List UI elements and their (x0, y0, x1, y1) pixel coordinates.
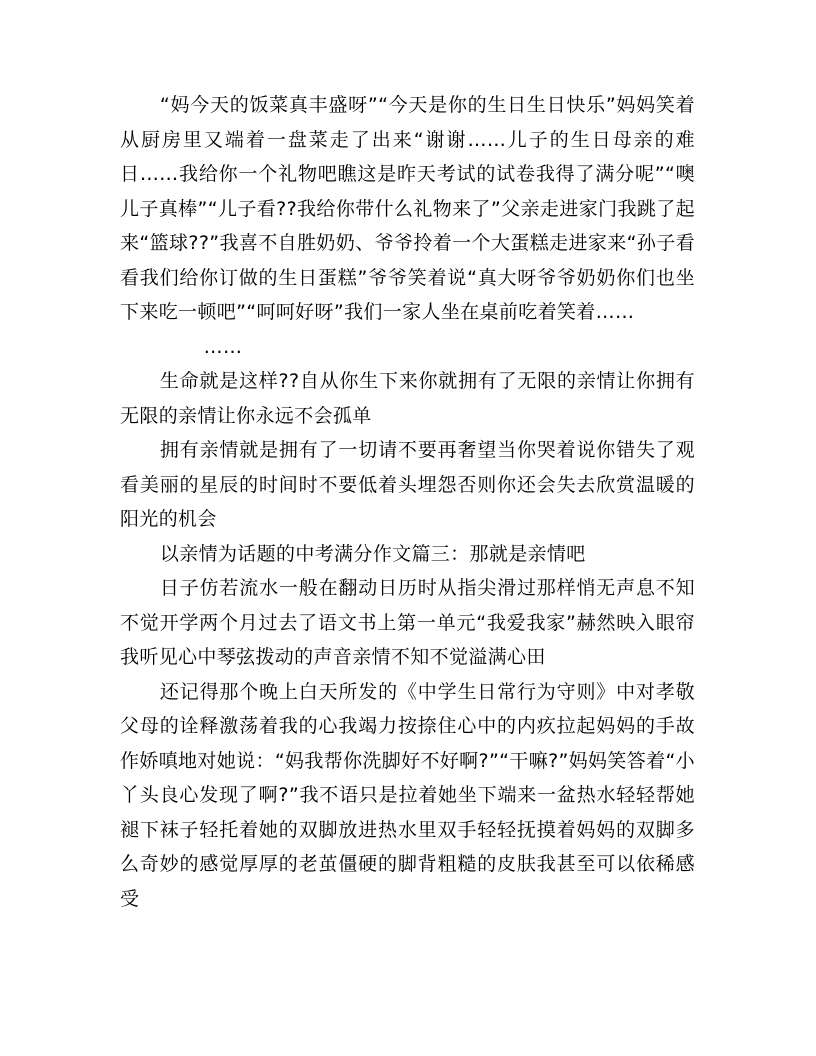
paragraph-washing-feet: 还记得那个晚上白天所发的《中学生日常行为守则》中对孝敬父母的诠释激荡着我的心我竭力按捺住心中的内疚拉起妈妈的手故作娇嗔地对她说：“妈我帮你洗脚好不好啊?”“干嘛?”妈妈笑答着“小丫头良心发现了啊?”我不语只是拉着她坐下端来一盆热水轻轻帮她褪下袜子轻托着她的双脚放进热水里双手轻轻抚摸着妈妈的双脚多么奇妙的感觉厚厚的老茧僵硬的脚背粗糙的皮肤我甚至可以依稀感受 (120, 680, 695, 910)
paragraph-birthday-dinner: “妈今天的饭菜真丰盛呀”“今天是你的生日生日快乐”妈妈笑着从厨房里又端着一盘菜走了出来“谢谢……儿子的生日母亲的难日……我给你一个礼物吧瞧这是昨天考试的试卷我得了满分呢”“噢儿子真棒”“儿子看??我给你带什么礼物来了”父亲走进家门我跳了起来“篮球??”我喜不自胜奶奶、爷爷拎着一个大蛋糕走进家来“孙子看看我们给你订做的生日蛋糕”爷爷笑着说“真大呀爷爷奶奶你们也坐下来吃一顿吧”“呵呵好呀”我们一家人坐在桌前吃着笑着…… (120, 94, 695, 323)
essay-body (120, 88, 695, 916)
paragraph-having-family-love: 拥有亲情就是拥有了一切请不要再奢望当你哭着说你错失了观看美丽的星辰的时间时不要低着头埋怨否则你还会失去欣赏温暖的阳光的机会 (120, 439, 695, 530)
paragraph-life-is-like-this: 生命就是这样??自从你生下来你就拥有了无限的亲情让你拥有无限的亲情让你永远不会孤单 (120, 370, 695, 427)
paragraph-days-like-water: 日子仿若流水一般在翻动日历时从指尖滑过那样悄无声息不知不觉开学两个月过去了语文书上第一单元“我爱我家”赫然映入眼帘我听见心中琴弦拨动的声音亲情不知不觉溢满心田 (120, 577, 695, 668)
essay-section-heading: 以亲情为话题的中考满分作文篇三：那就是亲情吧 (159, 542, 586, 565)
paragraph-ellipsis: …… (203, 335, 243, 358)
